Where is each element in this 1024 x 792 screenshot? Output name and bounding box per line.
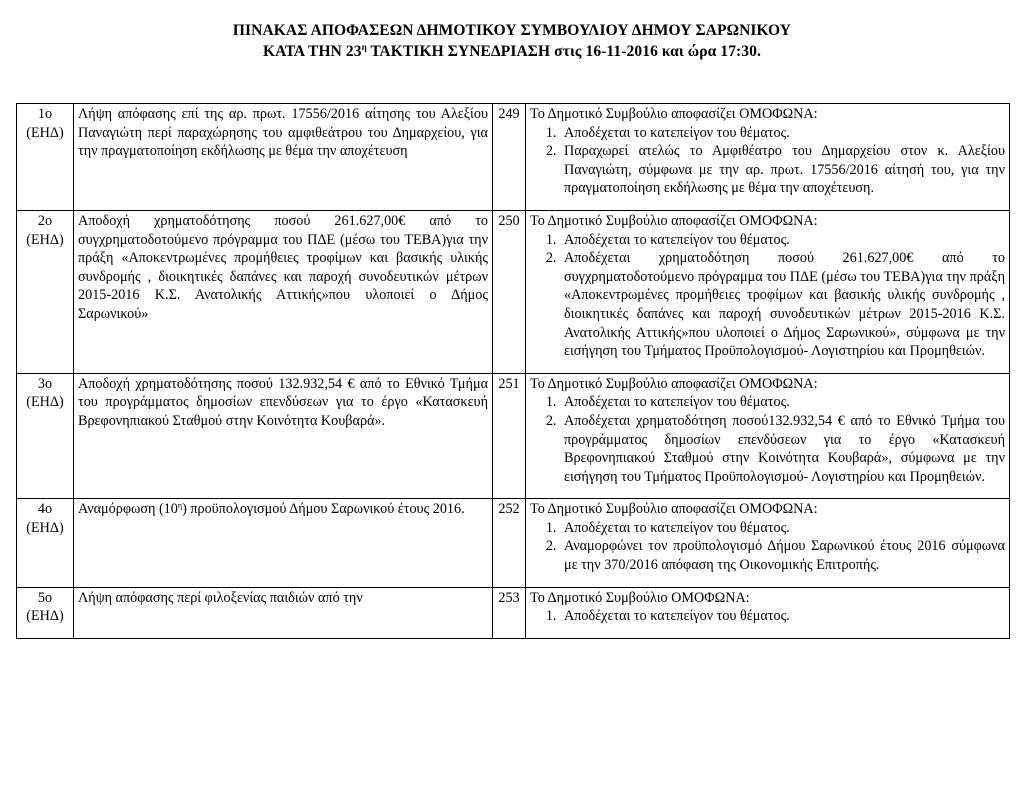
result-cell — [526, 104, 1010, 211]
decision-number: 252 — [493, 499, 526, 587]
subject-cell — [74, 499, 493, 587]
result-intro: Το Δημοτικό Συμβούλιο ΟΜΟΦΩΝΑ: — [530, 589, 750, 606]
list-item: 2. Αποδέχεται χρηματοδότηση ποσού 261.627,00€ από το συγχρηματοδοτούμενο πρόγραμμα του ΠΔΕ (μέσω του ΤΕΒΑ)για την πράξη «Αποκεντρωμένες προμήθειες τροφίμων και βασικής υλικής συνδρομής , διοικητικές δαπάνες και παροχή συνοδευτικών μέτρων 2015-2016 Κ.Σ. Ανατολικής Αττικής»που υλοποιεί ο Δήμος Σαρωνικού», σύμφωνα με την εισήγηση του Τμήματος Προϋπολογισμού- Λογιστηρίου και Προμηθειών. — [560, 249, 1005, 361]
table-row — [17, 499, 1010, 587]
decision-number: 249 — [493, 104, 526, 211]
item-tag: (ΕΗΔ) — [26, 231, 64, 248]
item-number: 3ο — [37, 375, 53, 392]
result-list — [530, 124, 1005, 198]
decisions-table — [16, 103, 1010, 639]
result-cell — [526, 587, 1010, 638]
list-item: 1. Αποδέχεται το κατεπείγον του θέματος. — [560, 124, 1005, 143]
subject-ordinal-sup: η — [177, 501, 183, 511]
document-header — [0, 20, 1024, 62]
item-number-cell — [17, 373, 74, 499]
item-tag: (ΕΗΔ) — [26, 124, 64, 141]
subject-cell — [74, 104, 493, 211]
list-item: 1. Αποδέχεται το κατεπείγον του θέματος. — [560, 519, 1005, 538]
item-number-cell — [17, 104, 74, 211]
result-list — [530, 231, 1005, 361]
subject-cell — [74, 210, 493, 373]
subject-text: Λήψη απόφασης επί της αρ. πρωτ. 17556/2016 αίτησης του Αλεξίου Παναγιώτη περί παραχώρησης του αμφιθεάτρου του Δημαρχείου, για την πραγματοποίηση εκδήλωσης με θέμα την αποχέτευση — [78, 106, 488, 160]
list-item: 1. Αποδέχεται το κατεπείγον του θέματος. — [560, 393, 1005, 412]
item-number: 4ο — [37, 501, 53, 518]
result-intro: Το Δημοτικό Συμβούλιο αποφασίζει ΟΜΟΦΩΝΑ: — [530, 212, 818, 229]
result-cell — [526, 499, 1010, 587]
item-tag: (ΕΗΔ) — [26, 394, 64, 411]
result-intro: Το Δημοτικό Συμβούλιο αποφασίζει ΟΜΟΦΩΝΑ: — [530, 375, 818, 392]
session-line-post: ΤΑΚΤΙΚΗ ΣΥΝΕΔΡΙΑΣΗ στις 16-11-2016 και ώρα 17:30. — [366, 43, 761, 60]
subject-cell — [74, 587, 493, 638]
table-row — [17, 373, 1010, 499]
subject-text — [78, 501, 465, 517]
subject-text: Αποδοχή χρηματοδότησης ποσού 132.932,54 € από το Εθνικό Τμήμα του προγράμματος δημοσίων επενδύσεων για το έργο «Κατασκευή Βρεφονηπιακού Σταθμού στην Κοινότητα Κουβαρά». — [78, 375, 488, 429]
item-number-cell — [17, 210, 74, 373]
session-ordinal-sup: η — [361, 42, 367, 52]
item-tag: (ΕΗΔ) — [26, 519, 64, 536]
result-list — [530, 519, 1005, 575]
list-item: 2. Αποδέχεται χρηματοδότηση ποσού132.932,54 € από το Εθνικό Τμήμα του προγράμματος δημοσίων επενδύσεων για το έργο «Κατασκευή Βρεφονηπιακού Σταθμού στην Κοινότητα Κουβαρά», σύμφωνα με την εισήγηση του Τμήματος Προϋπολογισμού- Λογιστηρίου και Προμηθειών. — [560, 412, 1005, 486]
session-line — [0, 41, 1024, 62]
list-item: 2. Παραχωρεί ατελώς το Αμφιθέατρο του Δημαρχείου στον κ. Αλεξίου Παναγιώτη, σύμφωνα με την αρ. πρωτ. 17556/2016 αίτησή του, για την πραγματοποίηση εκδήλωσης με θέμα την αποχέτευση. — [560, 142, 1005, 198]
item-number-cell — [17, 587, 74, 638]
session-line-pre: ΚΑΤΑ ΤΗΝ 23 — [263, 43, 362, 60]
item-number: 5ο — [37, 589, 53, 606]
table-row — [17, 210, 1010, 373]
item-number: 2ο — [37, 212, 53, 229]
decision-number: 253 — [493, 587, 526, 638]
subject-text-post: ) προϋπολογισμού Δήμου Σαρωνικού έτους 2016. — [182, 501, 465, 518]
document-title: ΠΙΝΑΚΑΣ ΑΠΟΦΑΣΕΩΝ ΔΗΜΟΤΙΚΟΥ ΣΥΜΒΟΥΛΙΟΥ ΔΗΜΟΥ ΣΑΡΩΝΙΚΟΥ — [232, 22, 792, 39]
item-number: 1ο — [37, 106, 53, 122]
list-item: 1. Αποδέχεται το κατεπείγον του θέματος. — [560, 607, 1005, 626]
subject-text: Αποδοχή χρηματοδότησης ποσού 261.627,00€ από το συγχρηματοδοτούμενο πρόγραμμα του ΠΔΕ (μέσω του ΤΕΒΑ)για την πράξη «Αποκεντρωμένες προμήθειες τροφίμων και βασικής υλικής συνδρομής , διοικητικές δαπάνες και παροχή συνοδευτικών μέτρων 2015-2016 Κ.Σ. Ανατολικής Αττικής»που υλοποιεί ο Δήμος Σαρωνικού» — [78, 212, 488, 322]
list-item: 2. Αναμορφώνει τον προϋπολογισμό Δήμου Σαρωνικού έτους 2016 σύμφωνα με την 370/2016 απόφαση της Οικονομικής Επιτροπής. — [560, 537, 1005, 574]
subject-cell — [74, 373, 493, 499]
table-row — [17, 104, 1010, 211]
result-list — [530, 607, 1005, 626]
result-cell — [526, 210, 1010, 373]
result-intro: Το Δημοτικό Συμβούλιο αποφασίζει ΟΜΟΦΩΝΑ: — [530, 106, 818, 122]
list-item: 1. Αποδέχεται το κατεπείγον του θέματος. — [560, 231, 1005, 250]
result-cell — [526, 373, 1010, 499]
item-tag: (ΕΗΔ) — [26, 608, 64, 625]
result-list — [530, 393, 1005, 486]
table-row — [17, 587, 1010, 638]
decision-number: 251 — [493, 373, 526, 499]
result-intro: Το Δημοτικό Συμβούλιο αποφασίζει ΟΜΟΦΩΝΑ: — [530, 501, 818, 518]
subject-text-pre: Αναμόρφωση (10 — [78, 501, 178, 518]
item-number-cell — [17, 499, 74, 587]
subject-text: Λήψη απόφασης περί φιλοξενίας παιδιών από την — [78, 589, 363, 606]
decision-number: 250 — [493, 210, 526, 373]
